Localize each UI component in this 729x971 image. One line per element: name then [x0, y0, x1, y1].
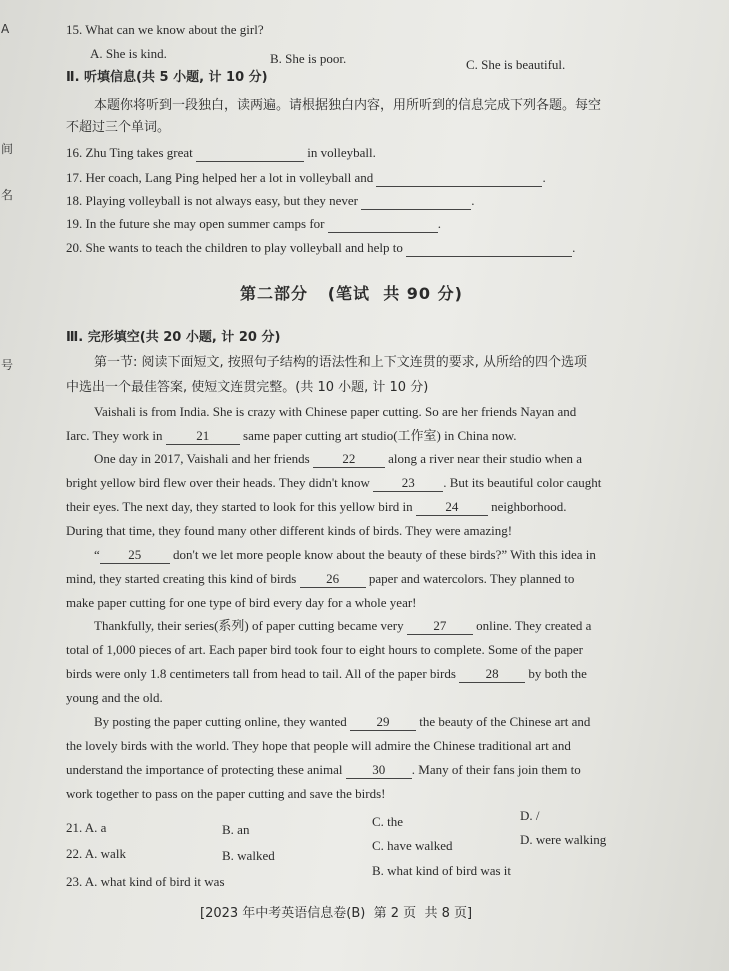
passage-line: Vaishali is from India. She is crazy with Chinese paper cutting. So are her friends Nayan and: [94, 404, 577, 419]
passage-line: work together to pass on the paper cutting and save the birds!: [66, 786, 386, 801]
passage-text: understand the importance of protecting these animal: [66, 762, 343, 777]
q15-stem: 15. What can we know about the girl?: [66, 22, 264, 37]
passage-line: [66, 571, 574, 588]
q16: [66, 145, 376, 162]
q23-option-b[interactable]: B. what kind of bird was it: [372, 863, 512, 878]
passage-line: the lovely birds with the world. They hope that people will admire the Chinese traditional art and: [66, 738, 571, 753]
q15-option-b: B. She is poor.: [270, 51, 347, 66]
cloze-blank-26[interactable]: 26: [300, 571, 366, 588]
passage-text: . Many of their fans join them to: [411, 762, 581, 777]
q21-option-a[interactable]: 21. A. a: [66, 820, 107, 835]
q18: [66, 193, 474, 210]
section-ii-intro-cont: 不超过三个单词。: [66, 120, 171, 135]
passage-line: [94, 547, 596, 564]
passage-line: young and the old.: [66, 690, 163, 705]
q23-option-a[interactable]: 23. A. what kind of bird it was: [66, 874, 225, 889]
passage-line: [66, 475, 601, 492]
part-two-subtitle: (笔试: [327, 284, 371, 303]
q20: [66, 240, 575, 257]
passage-line: [94, 714, 590, 731]
q20-text-end: .: [572, 240, 576, 255]
q19-text-end: .: [437, 216, 441, 231]
q22-option-c[interactable]: C. have walked: [372, 838, 453, 853]
q18-text-end: .: [471, 193, 475, 208]
passage-line: [94, 618, 591, 635]
cloze-blank-25[interactable]: 25: [100, 547, 170, 564]
margin-char: A: [1, 22, 10, 36]
margin-char: 名: [1, 188, 14, 202]
passage-line: [66, 762, 581, 779]
passage-line: [66, 499, 567, 516]
passage-line: make paper cutting for one type of bird every day for a whole year!: [66, 595, 417, 610]
passage-text: by both the: [528, 666, 587, 681]
q19: [66, 216, 441, 233]
q17-text-end: .: [542, 170, 546, 185]
q21-option-d[interactable]: D. /: [520, 808, 540, 823]
q20-answer-blank[interactable]: [406, 240, 572, 257]
q20-text: 20. She wants to teach the children to play volleyball and help to: [66, 240, 403, 255]
q19-text: 19. In the future she may open summer camps for: [66, 216, 325, 231]
passage-line: [66, 666, 587, 683]
part-two-title: 第二部分: [240, 284, 309, 303]
passage-text: “: [94, 547, 100, 562]
section-ii-title: Ⅱ. 听填信息(共 5 小题, 计 10 分): [66, 70, 268, 85]
q18-text: 18. Playing volleyball is not always easy, but they never: [66, 193, 358, 208]
section-iii-instructions: 第一节: 阅读下面短文, 按照句子结构的语法性和上下文连贯的要求, 从所给的四个选项: [94, 355, 588, 370]
passage-text: Thankfully, their series(系列) of paper cutting became very: [94, 618, 404, 633]
passage-line: total of 1,000 pieces of art. Each paper bird took four to eight hours to complete. Some of the paper: [66, 642, 583, 657]
page-footer: [200, 906, 472, 922]
q17-text: 17. Her coach, Lang Ping helped her a lot in volleyball and: [66, 170, 374, 185]
footer-title: [2023 年中考英语信息卷(B): [200, 906, 366, 921]
part-two-score: 共 90 分): [383, 284, 463, 303]
passage-text: bright yellow bird flew over their heads. They didn't know: [66, 475, 370, 490]
q17: [66, 170, 546, 187]
q22-option-d[interactable]: D. were walking: [520, 832, 607, 847]
q22-option-a[interactable]: 22. A. walk: [66, 846, 126, 861]
margin-char: 间: [1, 142, 14, 156]
passage-text: mind, they started creating this kind of birds: [66, 571, 297, 586]
passage-text: the beauty of the Chinese art and: [419, 714, 591, 729]
cloze-blank-28[interactable]: 28: [459, 666, 525, 683]
cloze-blank-30[interactable]: 30: [346, 762, 412, 779]
q15-option-c: C. She is beautiful.: [466, 57, 566, 72]
passage-text: don't we let more people know about the beauty of these birds?” With this idea in: [173, 547, 596, 562]
passage-text: their eyes. The next day, they started to look for this yellow bird in: [66, 499, 413, 514]
passage-text: paper and watercolors. They planned to: [368, 571, 575, 586]
q17-answer-blank[interactable]: [376, 170, 542, 187]
passage-text: along a river near their studio when a: [388, 451, 583, 466]
cloze-blank-27[interactable]: 27: [407, 618, 473, 635]
passage-text: Iarc. They work in: [66, 428, 163, 443]
q21-option-c[interactable]: C. the: [372, 814, 404, 829]
q16-answer-blank[interactable]: [196, 145, 304, 162]
passage-text: online. They created a: [476, 618, 592, 633]
passage-text: neighborhood.: [491, 499, 567, 514]
passage-line: During that time, they found many other different kinds of birds. They were amazing!: [66, 523, 513, 538]
q21-option-b[interactable]: B. an: [222, 822, 250, 837]
part-two-heading: [240, 284, 463, 304]
passage-line: [94, 451, 582, 468]
q16-text-end: in volleyball.: [307, 145, 376, 160]
section-iii-instructions-cont: 中选出一个最佳答案, 使短文连贯完整。(共 10 小题, 计 10 分): [66, 380, 429, 395]
section-iii-title: Ⅲ. 完形填空(共 20 小题, 计 20 分): [66, 330, 281, 345]
margin-char: 号: [1, 358, 14, 372]
passage-text: birds were only 1.8 centimeters tall from head to tail. All of the paper birds: [66, 666, 456, 681]
footer-total-pages: 共 8 页]: [424, 906, 473, 921]
q18-answer-blank[interactable]: [361, 193, 471, 210]
passage-text: same paper cutting art studio(工作室) in China now.: [243, 428, 517, 443]
footer-page-number: 第 2 页: [373, 906, 417, 921]
q15-option-a: A. She is kind.: [90, 46, 167, 61]
cloze-blank-21[interactable]: 21: [166, 428, 240, 445]
passage-text: By posting the paper cutting online, they wanted: [94, 714, 347, 729]
section-ii-intro: 本题你将听到一段独白，读两遍。请根据独白内容，用所听到的信息完成下列各题。每空: [94, 98, 602, 113]
passage-line: [66, 428, 517, 445]
q19-answer-blank[interactable]: [328, 216, 438, 233]
cloze-blank-22[interactable]: 22: [313, 451, 385, 468]
q16-text: 16. Zhu Ting takes great: [66, 145, 193, 160]
cloze-blank-23[interactable]: 23: [373, 475, 443, 492]
passage-text: One day in 2017, Vaishali and her friends: [94, 451, 310, 466]
q22-option-b[interactable]: B. walked: [222, 848, 275, 863]
cloze-blank-29[interactable]: 29: [350, 714, 416, 731]
cloze-blank-24[interactable]: 24: [416, 499, 488, 516]
passage-text: . But its beautiful color caught: [443, 475, 602, 490]
